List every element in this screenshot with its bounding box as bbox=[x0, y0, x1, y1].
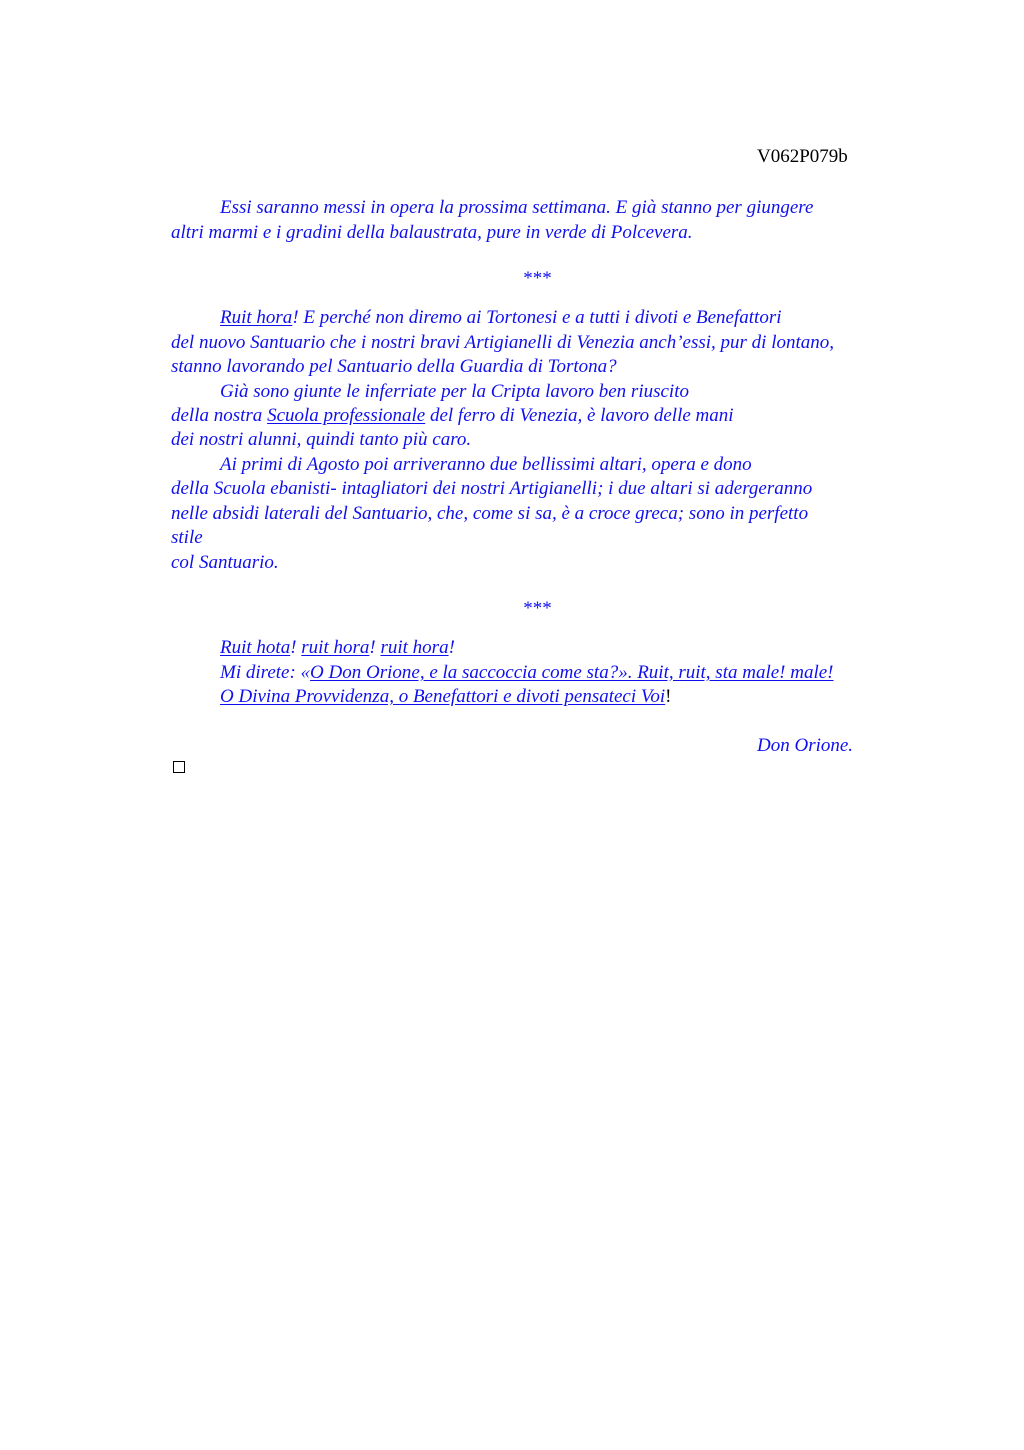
final-exclamation: ! bbox=[665, 686, 672, 707]
divina-provvidenza-link[interactable]: O Divina Provvidenza, o Benefattori e divoti pensateci Voi bbox=[220, 686, 666, 707]
paragraph-3-line-2-post: del ferro di Venezia, è lavoro delle mani bbox=[425, 405, 734, 426]
paragraph-5-line-3 bbox=[220, 685, 672, 709]
paragraph-1-line-1: Essi saranno messi in opera la prossima settimana. E già stanno per giungere bbox=[220, 197, 814, 218]
section-separator: *** bbox=[523, 268, 552, 289]
paragraph-4-line-5: col Santuario. bbox=[171, 552, 279, 573]
paragraph-2-line-2: del nuovo Santuario che i nostri bravi Artigianelli di Venezia anch’essi, pur di lontano, bbox=[171, 332, 835, 353]
paragraph-3-line-3: dei nostri alunni, quindi tanto più caro. bbox=[171, 429, 472, 450]
don-orione-quote-link[interactable]: O Don Orione, e la saccoccia come sta?». Ruit, ruit, sta male! male! bbox=[310, 662, 834, 683]
checkbox-square-icon bbox=[173, 761, 185, 773]
scuola-professionale-link[interactable]: Scuola professionale bbox=[267, 405, 426, 426]
page-id: V062P079b bbox=[757, 146, 848, 167]
exclamation: ! bbox=[369, 637, 376, 658]
ruit-hora-link-3[interactable]: ruit hora bbox=[380, 637, 449, 658]
ruit-hota-link[interactable]: Ruit hota bbox=[220, 637, 291, 658]
paragraph-5-line-2 bbox=[220, 661, 834, 685]
paragraph-4-line-2: della Scuola ebanisti- intagliatori dei nostri Artigianelli; i due altari si adergeranno bbox=[171, 478, 813, 499]
exclamation: ! bbox=[290, 637, 297, 658]
ruit-hora-link-2[interactable]: ruit hora bbox=[301, 637, 370, 658]
exclamation: ! bbox=[448, 637, 455, 658]
paragraph-4-line-1: Ai primi di Agosto poi arriveranno due bellissimi altari, opera e dono bbox=[220, 454, 752, 475]
paragraph-1-line-2: altri marmi e i gradini della balaustrata, pure in verde di Polcevera. bbox=[171, 222, 693, 243]
paragraph-2-line-1 bbox=[220, 306, 782, 330]
section-separator-2: *** bbox=[523, 598, 552, 619]
paragraph-2-line-1-text: ! E perché non diremo ai Tortonesi e a tutti i divoti e Benefattori bbox=[292, 307, 782, 328]
paragraph-5-line-1 bbox=[220, 636, 455, 660]
paragraph-4-line-3: nelle absidi laterali del Santuario, che, come si sa, è a croce greca; sono in perfetto bbox=[171, 503, 809, 524]
paragraph-3-line-2-pre: della nostra bbox=[171, 405, 268, 426]
paragraph-5-line-2-pre: Mi direte: « bbox=[220, 662, 311, 683]
paragraph-2-line-3: stanno lavorando pel Santuario della Guardia di Tortona? bbox=[171, 356, 617, 377]
paragraph-4-line-4: stile bbox=[171, 527, 203, 548]
paragraph-3-line-1: Già sono giunte le inferriate per la Cripta lavoro ben riuscito bbox=[220, 381, 689, 402]
signature: Don Orione. bbox=[757, 735, 854, 756]
paragraph-3-line-2 bbox=[171, 404, 734, 428]
ruit-hora-link[interactable]: Ruit hora bbox=[220, 307, 293, 328]
